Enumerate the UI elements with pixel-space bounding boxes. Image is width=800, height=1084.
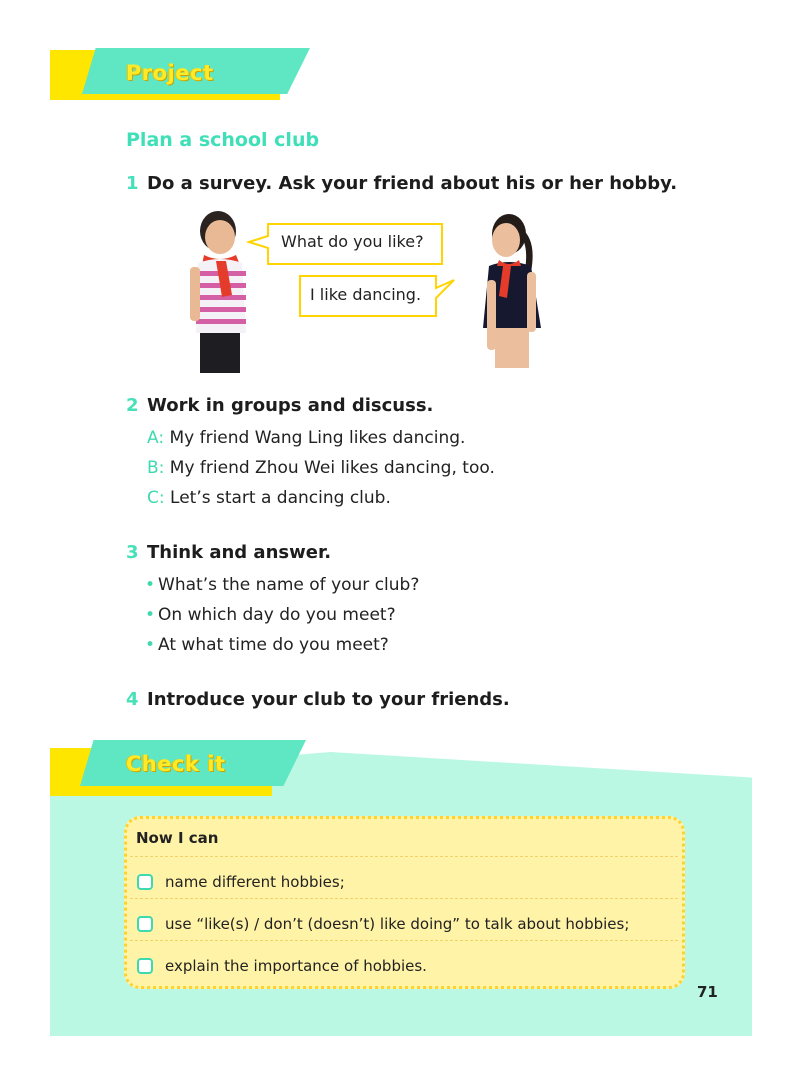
divider (130, 856, 678, 857)
dialogue-text: Let’s start a dancing club. (170, 488, 391, 508)
question-item (145, 635, 389, 655)
project-title: Project (126, 61, 214, 85)
speaker-label: C: (147, 488, 165, 508)
step-1-number: 1 (126, 173, 139, 194)
step-3-text: Think and answer. (147, 542, 332, 563)
step-2-text: Work in groups and discuss. (147, 395, 434, 416)
can-item-text: name different hobbies; (165, 873, 345, 891)
now-i-can-title: Now I can (136, 829, 219, 847)
question-item (145, 605, 396, 625)
step-4-text: Introduce your club to your friends. (147, 689, 510, 710)
check-it-title: Check it (126, 752, 226, 776)
dialogue-text: My friend Wang Ling likes dancing. (169, 428, 466, 448)
dialogue-text: My friend Zhou Wei likes dancing, too. (169, 458, 495, 478)
question-text: On which day do you meet? (158, 605, 396, 625)
question-text: What’s the name of your club? (158, 575, 420, 595)
dialogue-line (147, 458, 495, 478)
question-text: At what time do you meet? (158, 635, 389, 655)
dialogue-line (147, 488, 391, 508)
step-3-number: 3 (126, 542, 139, 563)
divider (130, 940, 678, 941)
boy-photo (180, 205, 250, 375)
bullet-icon: • (145, 575, 156, 595)
can-item-text: use “like(s) / don’t (doesn’t) like doing” to talk about hobbies; (165, 915, 630, 933)
girl-bubble-text: I like dancing. (310, 285, 422, 304)
checkbox[interactable] (137, 874, 153, 890)
step-1-text: Do a survey. Ask your friend about his or her hobby. (147, 173, 678, 194)
divider (130, 898, 678, 899)
bullet-icon: • (145, 605, 156, 625)
bullet-icon: • (145, 635, 156, 655)
step-4-number: 4 (126, 689, 139, 710)
girl-photo (475, 210, 550, 370)
step-2-number: 2 (126, 395, 139, 416)
question-item (145, 575, 419, 595)
speaker-label: A: (147, 428, 165, 448)
project-subtitle: Plan a school club (126, 129, 320, 151)
checkbox[interactable] (137, 958, 153, 974)
page-number: 71 (697, 983, 718, 1001)
boy-bubble-text: What do you like? (281, 232, 424, 251)
speaker-label: B: (147, 458, 165, 478)
checkbox[interactable] (137, 916, 153, 932)
can-item-text: explain the importance of hobbies. (165, 957, 427, 975)
dialogue-line (147, 428, 465, 448)
